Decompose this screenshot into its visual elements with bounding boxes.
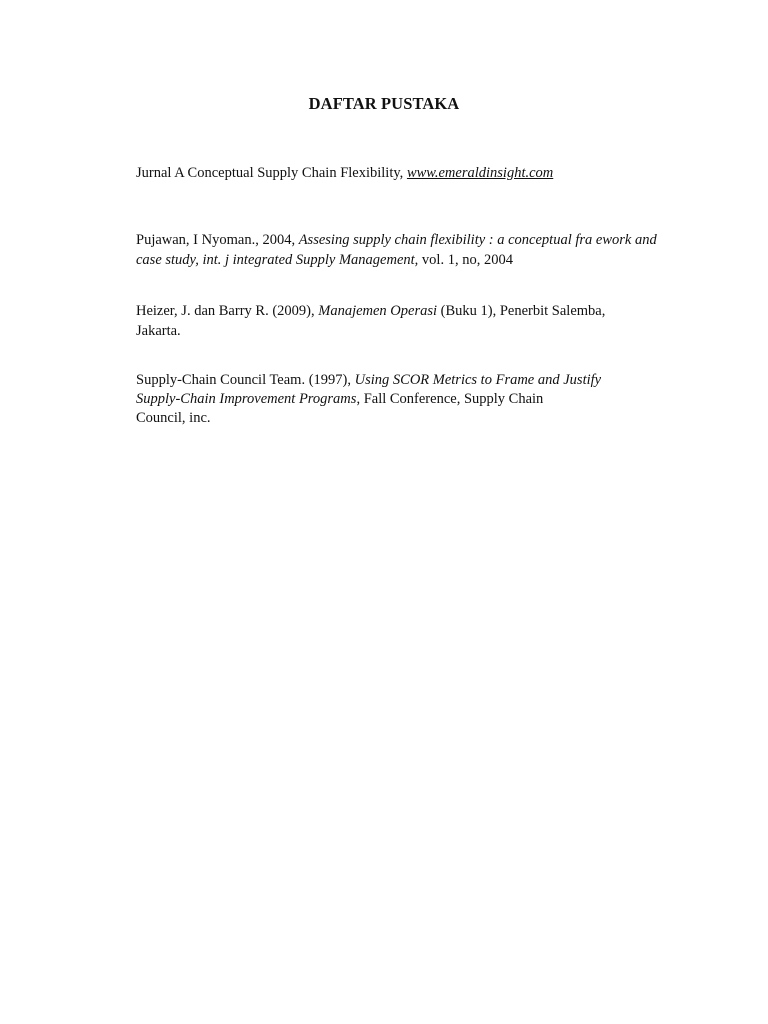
reference-entry [136, 371, 696, 428]
reference-entry [136, 301, 696, 341]
reference-title: Using SCOR Metrics to Frame and Justify [354, 372, 602, 388]
reference-text: Supply-Chain Council Team. (1997), [136, 372, 355, 388]
reference-title: Manajemen Operasi [318, 303, 438, 319]
reference-title: Assesing supply chain flexibility : a conceptual fra ework and [298, 232, 657, 248]
reference-text: Jakarta. [136, 323, 181, 339]
reference-text: Heizer, J. dan Barry R. (2009), [136, 303, 319, 319]
reference-link[interactable]: www.emeraldinsight.com [406, 165, 554, 181]
reference-text: (Buku 1), Penerbit Salemba, [437, 303, 606, 319]
reference-text: vol. 1, no, 2004 [418, 252, 513, 268]
reference-entry [136, 230, 696, 270]
reference-text: Pujawan, I Nyoman., 2004, [136, 232, 299, 248]
reference-text: , Fall Conference, Supply Chain [356, 391, 544, 407]
reference-entry [136, 163, 696, 183]
reference-title: Supply-Chain Improvement Programs [136, 391, 357, 407]
reference-text: Jurnal A Conceptual Supply Chain Flexibility, [136, 165, 407, 181]
page-title: DAFTAR PUSTAKA [308, 94, 460, 113]
reference-text: Council, inc. [136, 410, 211, 426]
reference-title: case study, int. j integrated Supply Management, [136, 252, 419, 268]
